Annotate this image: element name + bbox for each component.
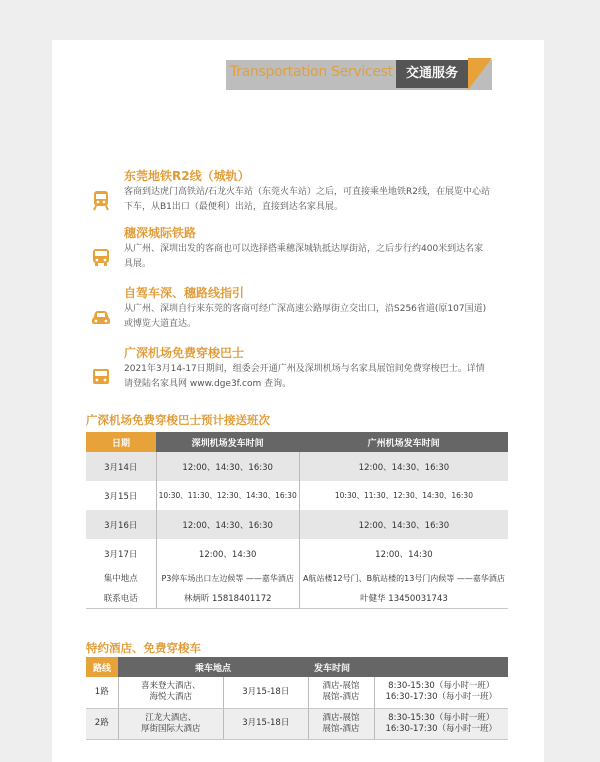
date-range-cell: 3月15-18日 (224, 708, 308, 739)
bus-icon (90, 246, 112, 268)
guangzhou-time-cell: 12:00、14:30 (299, 539, 508, 568)
pickup-cell (118, 708, 224, 739)
date-cell: 3月17日 (104, 549, 138, 560)
shenzhen-time-cell: 12:00、14:30、16:30 (156, 510, 299, 539)
table-row (86, 481, 508, 510)
column-header: 发车时间 (308, 657, 508, 677)
direction: 酒店-展馆 (322, 681, 360, 692)
shenzhen-location-cell: P3停车场出口左边候等 ——嘉华酒店 (156, 568, 299, 588)
section-title: 广深机场免费穿梭巴士 (124, 346, 245, 360)
section-intercity-rail (90, 224, 490, 272)
table-row (86, 539, 508, 568)
direction-cell (308, 708, 374, 739)
date-cell: 3月16日 (86, 510, 156, 539)
table-row (86, 510, 508, 539)
date-range-cell: 3月15-18日 (224, 677, 308, 708)
direction: 展馆-酒店 (322, 723, 360, 734)
section-text: 从广州、深圳自行来东莞的客商可经广深高速公路厚街立交出口，沿S256省道(原107国道)或博览大道直达。 (124, 304, 487, 329)
pickup-hotel: 海悦大酒店 (149, 692, 193, 703)
section-text: 客商到达虎门高铁站/石龙火车站（东莞火车站）之后，可直接乘坐地铁R2线，在展览中心站下车，从B1出口（最便利）出站，直接到达名家具展。 (124, 187, 491, 212)
shenzhen-time-cell: 12:00、14:30、16:30 (156, 452, 299, 481)
shenzhen-contact-cell: 林炳昕 15818401172 (156, 588, 299, 608)
shenzhen-time-cell: 10:30、11:30、12:30、14:30、16:30 (156, 481, 299, 510)
section-airport-shuttle (90, 344, 490, 392)
guangzhou-contact-cell: 叶健华 13450031743 (299, 588, 508, 608)
section-driving (90, 284, 490, 332)
section-title: 穗深城际铁路 (124, 226, 197, 240)
header-fold-decoration (468, 58, 492, 90)
route-cell: 2路 (86, 708, 118, 739)
label-cell: 联系电话 (86, 588, 156, 608)
guangzhou-time-cell: 10:30、11:30、12:30、14:30、16:30 (299, 481, 508, 510)
column-header: 广州机场发车时间 (299, 432, 508, 452)
pickup-hotel: 江龙大酒店、 (145, 712, 197, 723)
column-header: 乘车地点 (118, 657, 308, 677)
table-row (86, 588, 508, 608)
label-cell: 集中地点 (103, 574, 138, 584)
table-row (86, 708, 508, 739)
table-row (86, 677, 508, 708)
pickup-hotel: 喜来登大酒店、 (141, 681, 201, 692)
table-row (86, 452, 508, 481)
route-cell: 1路 (86, 677, 118, 708)
section-metro (90, 167, 490, 215)
shuttle-schedule-table (86, 432, 508, 609)
guangzhou-time-cell: 12:00、14:30、16:30 (299, 510, 508, 539)
pickup-cell (118, 677, 224, 708)
time-range: 8:30-15:30（每小时一班） (388, 681, 495, 692)
header-title-cn: 交通服务 (396, 60, 468, 88)
guangzhou-time-cell: 12:00、14:30、16:30 (299, 452, 508, 481)
time-cell (374, 677, 508, 708)
section-text: 从广州、深圳出发的客商也可以选择搭乘穗深城轨抵达厚街站，之后步行约400米到达名家具展。 (124, 244, 484, 269)
hotel-shuttle-table (86, 657, 508, 740)
time-range: 16:30-17:30（每小时一班） (385, 692, 498, 703)
time-cell (374, 708, 508, 739)
date-cell: 3月14日 (86, 452, 156, 481)
shuttle-icon (90, 366, 112, 388)
shenzhen-time-cell: 12:00、14:30 (156, 539, 299, 568)
column-header: 深圳机场发车时间 (156, 432, 299, 452)
direction: 酒店-展馆 (322, 712, 360, 723)
column-header: 日期 (86, 432, 156, 452)
time-range: 16:30-17:30（每小时一班） (385, 723, 498, 734)
column-header: 路线 (86, 657, 118, 677)
train-icon (90, 189, 112, 211)
time-range: 8:30-15:30（每小时一班） (388, 712, 495, 723)
shuttle-table-title: 广深机场免费穿梭巴士预计接送班次 (86, 413, 270, 427)
direction: 展馆-酒店 (322, 692, 360, 703)
section-title: 自驾车深、穗路线指引 (124, 286, 245, 300)
pickup-hotel: 厚街国际大酒店 (141, 723, 201, 734)
guangzhou-location-cell: A航站楼12号门、B航站楼的13号门内候等 ——嘉华酒店 (299, 568, 508, 588)
date-cell: 3月15日 (104, 491, 138, 502)
table-row (86, 568, 508, 588)
header-title-en: Transportation Servicest (230, 64, 393, 80)
direction-cell (308, 677, 374, 708)
section-title: 东莞地铁R2线（城轨） (124, 169, 250, 183)
car-icon (90, 306, 112, 328)
section-text: 2021年3月14-17日期间，组委会开通广州及深圳机场与名家具展馆间免费穿梭巴士。详情请登陆名家具网 www.dge3f.com 查询。 (124, 364, 485, 389)
hotel-table-title: 特约酒店、免费穿梭车 (86, 641, 201, 655)
